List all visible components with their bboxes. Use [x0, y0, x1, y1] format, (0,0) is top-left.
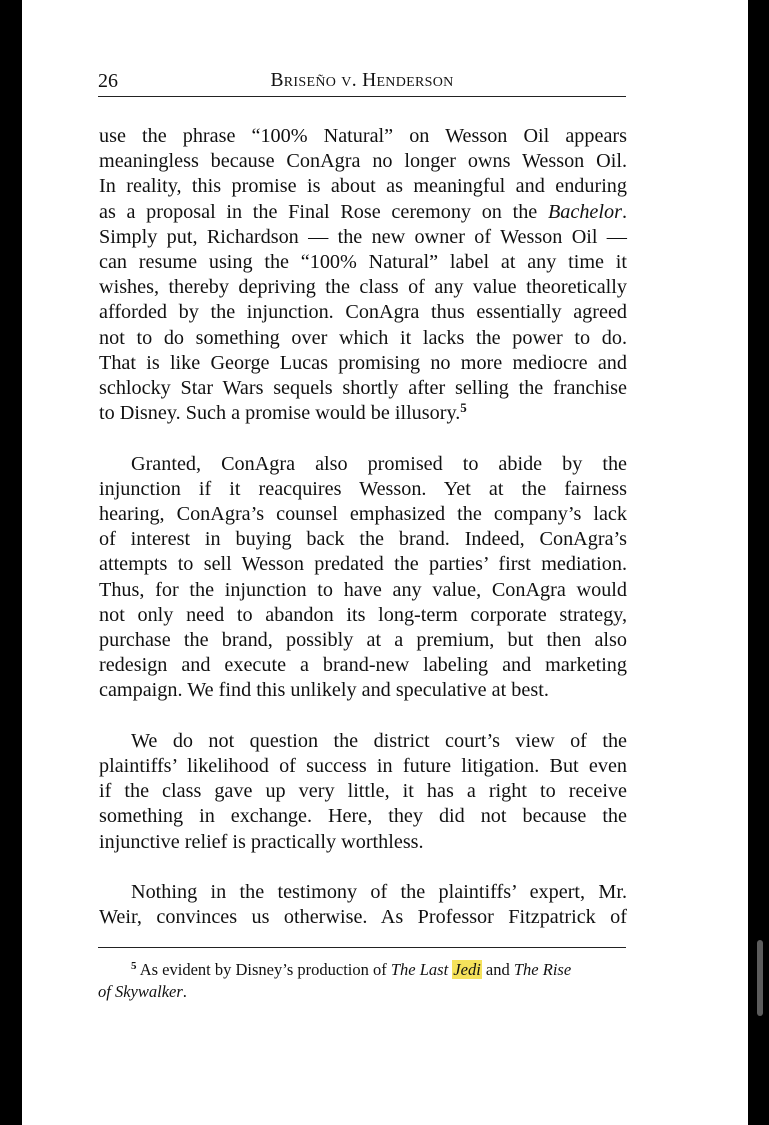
text-run: as a proposal in the Final Rose ceremony on the [99, 200, 548, 223]
footnote-text: and [481, 960, 514, 979]
text-line: Nothing in the testimony of the plaintiffs’ expert, Mr. [131, 881, 627, 904]
text-line: In reality, this promise is about as meaningful and enduring [99, 175, 627, 198]
page-number: 26 [98, 70, 118, 92]
page-header [98, 70, 626, 97]
text-line: of interest in buying back the brand. Indeed, ConAgra’s [99, 528, 627, 551]
italic-film-title: of Skywalker [98, 982, 183, 1001]
text-line: Weir, convinces us otherwise. As Professor Fitzpatrick of [99, 906, 627, 929]
text-line: schlocky Star Wars sequels shortly after selling the franchise [99, 377, 627, 400]
footnote-line [98, 981, 626, 1003]
text-line: Thus, for the injunction to have any value, ConAgra would [99, 578, 627, 601]
body-text [99, 124, 627, 930]
text-line: redesign and execute a brand-new labeling and marketing [99, 654, 627, 677]
text-line: Simply put, Richardson — the new owner of Wesson Oil — [99, 225, 627, 248]
case-title: Briseño v. Henderson [270, 70, 454, 91]
text-line: afforded by the injunction. ConAgra thus essentially agreed [99, 301, 627, 324]
italic-film-title: The Rise [513, 960, 572, 979]
text-line [99, 401, 627, 426]
highlighted-word[interactable]: Jedi [453, 960, 481, 979]
footnote-number: 5 [131, 960, 137, 972]
italic-show-title: Bachelor [547, 200, 622, 223]
text-line: use the phrase “100% Natural” on Wesson Oil appears [99, 125, 627, 147]
text-line: meaningless because ConAgra no longer owns Wesson Oil. [99, 150, 627, 173]
text-line: campaign. We find this unlikely and speculative at best. [99, 679, 549, 702]
paragraph-1 [99, 124, 627, 426]
paragraph-2 [99, 452, 627, 704]
footnote-text: As evident by Disney’s production of [139, 960, 391, 979]
text-line: plaintiffs’ likelihood of success in future litigation. But even [99, 755, 627, 778]
film-title-part: The Last [390, 960, 453, 979]
text-line: can resume using the “100% Natural” label at any time it [99, 251, 627, 274]
text-line: purchase the brand, possibly at a premium, but then also [99, 629, 627, 652]
footnote-line [98, 959, 626, 981]
text-line: injunctive relief is practically worthless. [99, 830, 424, 853]
text-line: wishes, thereby depriving the class of any value theoretically [99, 276, 627, 299]
paragraph-4 [99, 880, 627, 930]
text-line: That is like George Lucas promising no more mediocre and [99, 351, 627, 374]
text-line: Granted, ConAgra also promised to abide by the [131, 452, 627, 475]
text-run: . [621, 200, 627, 223]
text-line: something in exchange. Here, they did not because the [99, 805, 627, 828]
footnote-reference[interactable]: 5 [460, 400, 467, 416]
text-line: We do not question the district court’s view of the [131, 729, 627, 752]
text-line [99, 200, 627, 225]
footnote-5 [98, 959, 626, 1003]
text-line: not to do something over which it lacks the power to do. [99, 326, 627, 349]
paragraph-3 [99, 729, 627, 855]
text-line: if the class gave up very little, it has a right to receive [99, 780, 627, 803]
text-run: to Disney. Such a promise would be illusory. [99, 402, 461, 425]
text-line: attempts to sell Wesson predated the parties’ first mediation. [99, 553, 627, 576]
italic-film-title [391, 960, 482, 979]
scrollbar-thumb[interactable] [757, 940, 763, 1016]
footnote-divider [98, 947, 626, 948]
text-line: not only need to abandon its long-term corporate strategy, [99, 603, 627, 626]
text-line: hearing, ConAgra’s counsel emphasized the company’s lack [99, 503, 627, 526]
footnote-text: . [182, 982, 187, 1001]
text-line: injunction if it reacquires Wesson. Yet at the fairness [99, 477, 627, 500]
